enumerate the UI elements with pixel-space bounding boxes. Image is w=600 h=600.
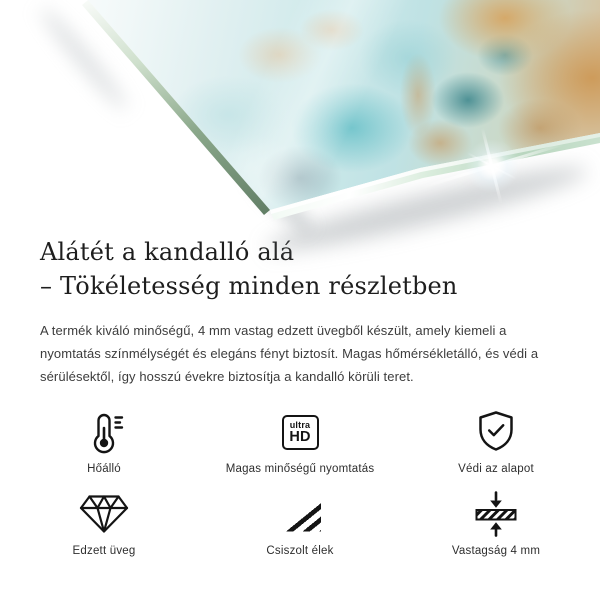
feature-label: Magas minőségű nyomtatás: [225, 463, 375, 475]
page-title-line1: Alátét a kandalló alá: [40, 238, 295, 266]
feature-label: Védi az alapot: [458, 463, 534, 475]
feature-heat-resistant: [0, 408, 208, 476]
feature-tempered-glass: [0, 490, 208, 558]
hero-image: [0, 0, 600, 230]
feature-polished-edges: [208, 490, 392, 558]
feature-print-quality: [208, 408, 392, 476]
thermometer-icon: [82, 408, 126, 456]
feature-label: Csiszolt élek: [266, 545, 334, 557]
polished-edges-icon: [279, 490, 321, 538]
sparkle-glow: [464, 138, 520, 194]
page-title-line2: – Tökéletesség minden részletben: [40, 272, 458, 300]
feature-label: Hőálló: [87, 463, 121, 475]
features-grid: [0, 408, 600, 558]
diamond-icon: [79, 490, 129, 538]
ultra-hd-badge-bottom: HD: [289, 428, 311, 445]
shield-check-icon: [475, 408, 517, 456]
ultra-hd-icon: [282, 408, 319, 456]
feature-thickness: [392, 490, 600, 558]
product-description: A termék kiváló minőségű, 4 mm vastag edzett üvegből készült, amely kiemeli a nyomtatás színmélységét és elegáns fényt biztosít. Magas hőmérsékletálló, és védi a sérülésektől, így hosszú évekre biztosítja a kandalló körüli teret.: [40, 323, 539, 384]
feature-label: Vastagság 4 mm: [451, 545, 541, 557]
content-block: [0, 235, 600, 558]
thickness-icon: [473, 490, 519, 538]
feature-protects-base: [392, 408, 600, 476]
feature-label: Edzett üveg: [72, 545, 136, 557]
ultra-hd-badge-top: ultra: [289, 419, 311, 430]
